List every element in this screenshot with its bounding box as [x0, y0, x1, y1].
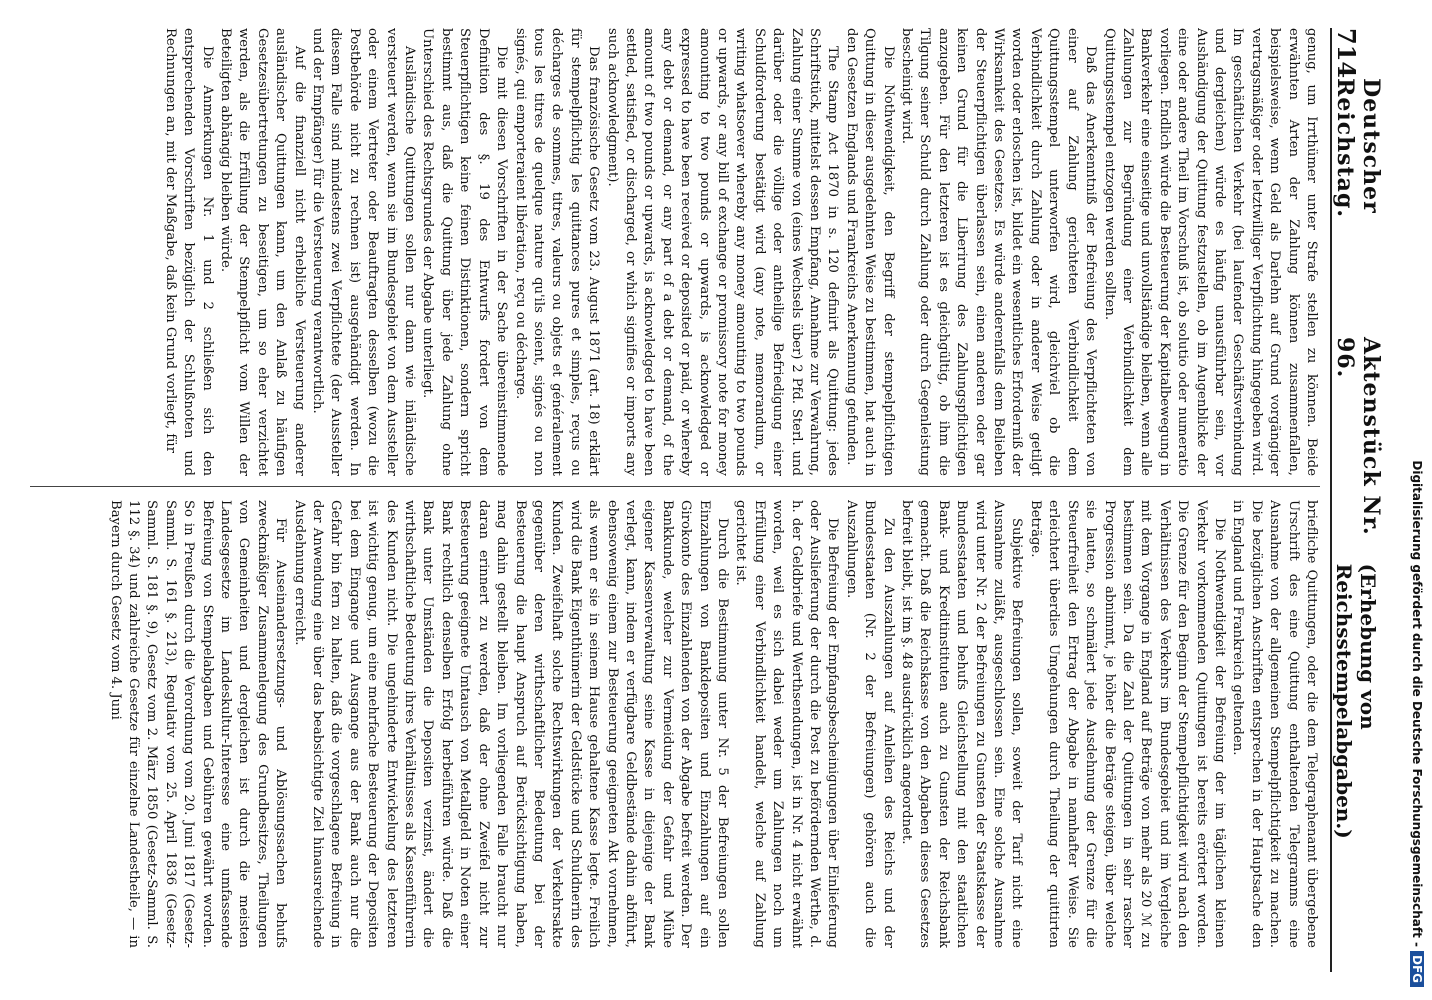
document-number: Aktenstück Nr. 96. [1332, 337, 1384, 536]
paragraph: Die Nothwendigkeit, den Begriff der stempelpflichtigen Quittung in dieser ausgedehnten Weise zu bestimmen, hat auch in den Gesetzen Englands und Frankreichs Anerkennung gefunden. [843, 28, 896, 476]
page-header [1330, 28, 1384, 972]
column-divider [30, 486, 1320, 487]
paragraph: Das französische Gesetz vom 23. August 1871 (art. 18) erklärt für stempelpflichtig les quittances pures et simples, reçus ou décharges de sommes, titres, valeurs ou objets et généralement tous les titres de quelque nature qu'ils soient, signés ou non signés, qui emporteraient libération, reçu ou décharge. [512, 28, 602, 476]
paragraph: Für Auseinandersetzungs- und Ablösungssachen behufs zweckmäßiger Zusammenlegung des Grundbesitzes, Theilungen von Gemeinheiten und dergleichen ist durch die meisten Landesgesetze im Landeskultur-Interesse eine umfassende Befreiung von Stempelabgaben und Gebühren gewährt worden. So in Preußen durch die Verordnung vom 20. Juni 1817 (Gesetz-Samml. S. 161 §. 213), Regulativ vom 25. April 1836 (Gesetz-Samml. S. 181 §. 9), Gesetz vom 2. März 1850 (Gesetz-Samml. S. 112 §. 34) und zahlreiche Gesetze für einzelne Landestheile, — in Bayern durch Gesetz vom 4. Juni [107, 500, 289, 948]
paragraph: Auf die finanziell nicht erhebliche Versteuerung anderer ausländischer Quittungen kann, um den Anlaß zu häufigen Gesetzesübertretungen zu beseitigen, um so eher verzichtet werden, als die Erfüllung der Stempelpflicht vom Willen der Beteiligten abhängig bleiben würde. [218, 28, 307, 476]
paragraph: Zu den Auszahlungen auf Anleihen des Reichs und der Bundesstaaten (Nr. 2 der Befreiungen) gehören auch die Auszahlungen. [843, 500, 896, 948]
paragraph: Die Befreiung der Empfangsbescheinigungen über Einlieferung oder Auslieferung der durch die Post zu befördernden Werthe, d. h. der Geldbriefe und Werthsendungen, ist in Nr. 4 nicht erwähnt worden, weil es sich dabei weder um Zahlungen noch um Erfüllung einer Verbindlichkeit handelt, welche auf Zahlung gerichtet ist. [733, 500, 841, 948]
page-number: 714 [1332, 28, 1361, 79]
left-column [20, 28, 1320, 476]
document-subject: (Erhebung von Reichsstempelabgaben.) [1332, 563, 1380, 839]
digitization-credit [1404, 12, 1424, 987]
paragraph: genug, um Irrthümer unter Strafe stellen zu können. Beide erwähnten Arten der Zahlung können zusammenfallen, beispielsweise, wenn Geld als Darlehn auf Grund vorgängiger vertragsmäßiger oder letztwilliger Verpflichtung hingegeben wird. Im geschäftlichen Verkehr (bei laufender Geschäftsverbindung und dergleichen) würde es häufig unausführbar sein, vor Aushändigung der Quittung festzustellen, ob im Augenblicke der eine oder andere Theil im Vorschuß ist, ob solutio oder numeratio vorliegen. Endlich würde die Besteuerung der Kapitalbewegung in Bankverkehr eine einseitige und unvollständige bleiben, wenn alle Zahlungen zur Begründung einer Verbindlichkeit dem Quittungsstempel entzogen werden sollten. [1101, 28, 1319, 476]
paragraph: The Stamp Act 1870 in s. 120 definirt als Quittung: jedes Schriftstück, mittelst dessen Empfang, Annahme zur Verwahrung, Zahlung einer Summe von (eines Wechsels über) 2 Pfd. Sterl. und darüber oder die völlige oder antheilige Befriedigung einer Schuldforderung bestätigt wird (any note, memorandum, or writing whatsoever whereby any money amounting to two pounds or upwards, or any bill of exchange or promissory note for money amounting to two pounds or upwards, is acknowledged or expressed to have been received or deposited or paid, or whereby any debt or demand, or any part of a debt or demand, of the amount of two pounds or upwards, is acknowledged to have been settled, satisfied, or discharged, or which signifies or imports any such acknowledgment). [604, 28, 841, 476]
paragraph: briefliche Quittungen, oder die dem Telegraphenamt übergebene Urschrift des eine Quittung enthaltenden Telegramms eine Ausnahme von der allgemeinen Stempelpflichtigkeit zu machen. Die bezüglichen Anschriften entsprechen in der Hauptsache den in England und Frankreich geltenden. [1230, 500, 1319, 948]
paragraph: Durch die Bestimmung unter Nr. 5 der Befreiungen sollen Einzahlungen von Bankdepositen und Einzahlungen auf ein Girokonto des Einzahlenden von der Abgabe befreit werden. Der Bankkunde, welcher zur Vermeidung der Gefahr und Mühe eigener Kassenverwaltung seine Kasse in diejenige der Bank verlegt, kann, indem er verfügbare Geldbestände dahin abführt, ebensowenig einem zur Besteuerung geeigneten Akt vornehmen, als wenn er sie in seinem Hause gehaltene Kasse legte. Freilich wird die Bank Eigenthümerin der Geldstücke und Schuldnerin des Kunden. Zweifelhaft solche Rechtswirkungen der Verkehrsakte gegenüber deren wirthschaftlicher Bedeutung bei der Besteuerung die haupt Anspruch auf Berücksichtigung haben, mag dahin gestellt bleiben. Im vorliegenden Falle braucht nur daran erinnert zu werden, daß der ohne Zweifel nicht zur Besteuerung geeignete Umtausch von Metallgeld in Noten einer Bank rechtlich denselben Erfolg herbeiführen würde. Daß die Bank unter Umständen die Depositen verzinst, ändert die wirthschaftliche Bedeutung ihres Verhältnisses als Kassenführerin des Kunden nicht. Die ungehinderte Entwickelung des letzteren ist wichtig genug, um eine mehrfache Besteuerung der Depositen bei dem Eingange und Ausgange aus der Bank auch nur die Gefahr bin fern zu halten, daß die vorgeschlagene Befreiung in der Anwendung eine über das beabsichtigte Ziel hinausreichende Ausdehnung erreicht. [291, 500, 730, 948]
paragraph: Subjektive Befreiungen sollen, soweit der Tarif nicht eine Ausnahme zuläßt, ausgeschlossen sein. Eine solche Ausnahme wird unter Nr. 2 der Befreiungen zu Gunsten der Staatskasse der Bundesstaaten und behufs Gleichstellung mit den staatlichen Bank- und Kreditinstituten auch zu Gunsten der Reichsbank gemacht. Daß die Reichskasse von den Abgaben dieses Gesetzes befreit bleibt, ist im §. 48 ausdrücklich angeordnet. [899, 500, 1025, 948]
right-column [20, 500, 1320, 948]
paragraph: Daß das Anerkenntniß der Befreiung des Verpflichteten von einer auf Zahlung gerichteten Verbindlichkeit dem Quittungsstempel unterworfen wird, gleichviel ob die Verbindlichkeit durch Zahlung oder in anderer Weise getilgt worden oder erloschen ist, bildet ein wesentliches Erforderniß der Wirksamkeit des Gesetzes. Es würde anderenfalls dem Belieben der Steuerpflichtigen überlassen sein, einen anderen oder gar keinen Grund für die Liberirung des Zahlungspflichtigen anzugeben. Für den letzteren ist es gleichgültig, ob ihm die Tilgung seiner Schuld durch Zahlung oder durch Gegenleistung bescheinigt wird. [899, 28, 1099, 476]
journal-title: Deutscher Reichstag. [1332, 78, 1384, 218]
credit-text: Digitalisierung gefördert durch die Deutsche Forschungsgemeinschaft - [1410, 460, 1424, 947]
paragraph: Die mit diesen Vorschriften in der Sache übereinstimmende Definition des §. 19 des Entwurfs fordert von dem Steuerpflichtigen keine feinen Distinktionen, sondern spricht bestimmt aus, daß die Quittung über jede Zahlung ohne Unterschied des Rechtsgrundes der Abgabe unterliegt. [420, 28, 510, 476]
paragraph: Die Nothwendigkeit der Befreiung der im täglichen kleinen Verkehr vorkommenden Quittungen ist bereits erörtert worden. Die Grenze für den Beginn der Stempelpflichtigkeit wird nach den Verhältnissen des Verkehrs im Bundesgebiet und im Vergleiche mit dem Vorgange in England auf Beträge von mehr als 20 ℳ zu bestimmen sein. Da die Zahl der Quittungen in sehr rascher Progression abnimmt, je höher die Beträge steigen, über welche sie lauten, so schmälert jede Ausdehnung der Grenze für die Steuerfreiheit den Ertrag der Abgabe in namhafter Weise. Sie erleichtert überdies Umgehungen durch Theilung der quittirten Beträge. [1027, 500, 1227, 948]
paragraph: Die Anmerkungen Nr. 1 und 2 schließen sich den entsprechenden Vorschriften bezüglich der Schlußnoten und Rechnungen an, mit der Maßgabe, daß kein Grund vorliegt, für [162, 28, 215, 476]
dfg-logo: DFG [1410, 951, 1424, 987]
paragraph: Ausländische Quittungen sollen nur dann wie inländische versteuert werden, wenn sie im Bundesgebiet von dem Aussteller oder einem Vertreter oder Beauftragten desselben (wozu die Postbehörde nicht zu rechnen ist) ausgehändigt werden. In diesem Falle sind mindestens zwei Verpflichtete (der Aussteller und der Empfänger) für die Versteuerung verantwortlich. [310, 28, 418, 476]
